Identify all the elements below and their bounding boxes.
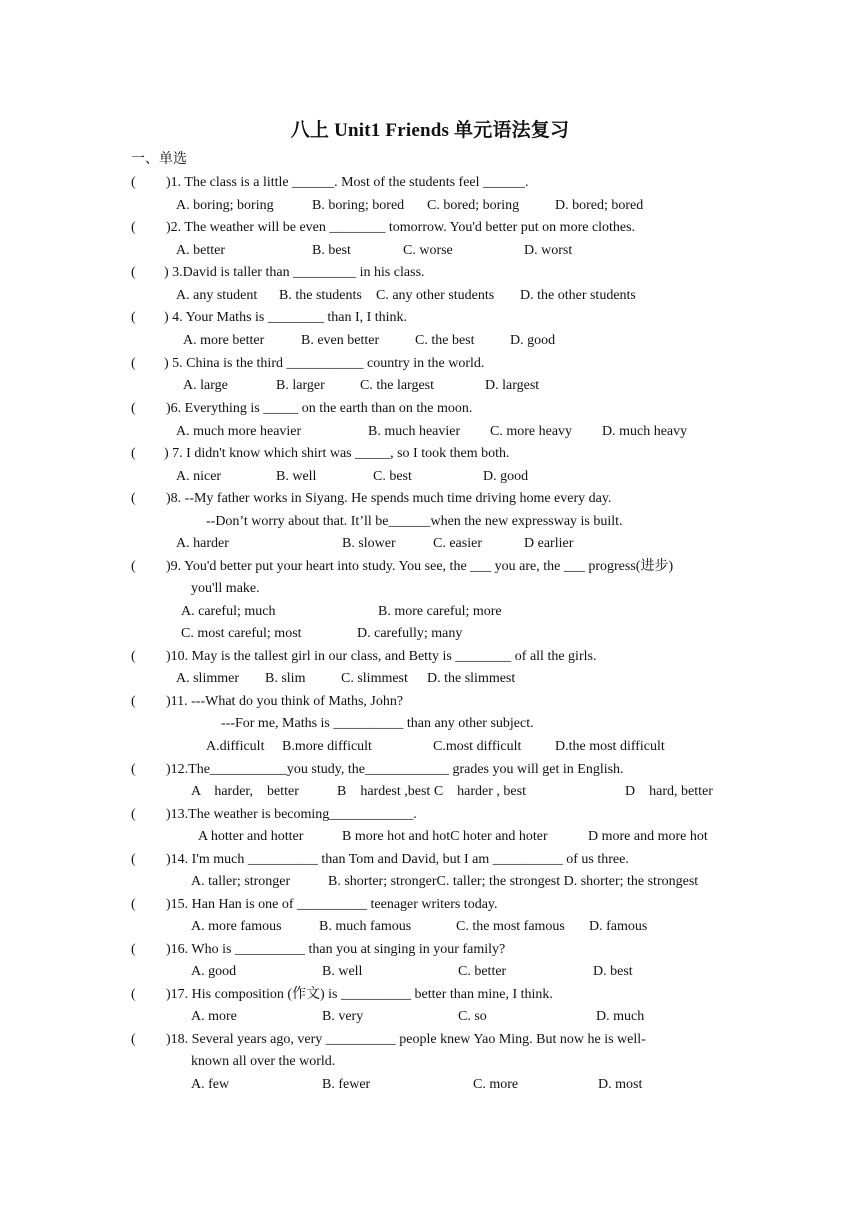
answer-paren: ( — [131, 852, 136, 867]
answer-paren: ( — [131, 649, 136, 664]
option-d: D. largest — [485, 378, 540, 393]
option-a: A. boring; boring — [176, 198, 274, 213]
option-a: A. nicer — [176, 469, 222, 484]
option-a: A. careful; much — [181, 604, 276, 619]
question-stem: )6. Everything is _____ on the earth than on the moon. — [166, 401, 473, 416]
option-d: D. much heavy — [602, 424, 688, 439]
option-d: D more and more hot — [588, 829, 708, 844]
answer-paren: ( — [131, 942, 136, 957]
answer-paren: ( — [131, 446, 136, 461]
option-b: B. the students — [279, 288, 362, 303]
option-c: C. easier — [433, 536, 482, 551]
option-b: B. much famous — [319, 919, 412, 934]
answer-paren: ( — [131, 807, 136, 822]
option-a: A harder, better — [191, 784, 299, 799]
answer-paren: ( — [131, 310, 136, 325]
option-a: A. more — [191, 1009, 237, 1024]
option-a: A. much more heavier — [176, 424, 302, 439]
option-c: C. the most famous — [456, 919, 565, 934]
option-d: D.the most difficult — [555, 739, 665, 754]
option-a: A. few — [191, 1077, 230, 1092]
option-a: A. harder — [176, 536, 229, 551]
option-a: A. good — [191, 964, 237, 979]
option-a: A. any student — [176, 288, 258, 303]
option-a: A. better — [176, 243, 225, 258]
option-b: B. larger — [276, 378, 325, 393]
answer-paren: ( — [131, 401, 136, 416]
question-stem-continued: known all over the world. — [191, 1054, 336, 1069]
option-c: C. most careful; most — [181, 626, 302, 641]
question-stem: )16. Who is __________ than you at singing in your family? — [166, 942, 506, 957]
option-d: D earlier — [524, 536, 574, 551]
option-c: C. any other students — [376, 288, 495, 303]
option-bcd: B. shorter; strongerC. taller; the strongest D. shorter; the strongest — [328, 874, 699, 889]
question-stem: )11. ---What do you think of Maths, John? — [166, 694, 404, 709]
answer-paren: ( — [131, 1032, 136, 1047]
option-a: A. large — [183, 378, 228, 393]
option-c: C. bored; boring — [427, 198, 520, 213]
question-stem-continued: --Don’t worry about that. It’ll be______when the new expressway is built. — [206, 514, 623, 529]
option-d: D. the other students — [520, 288, 636, 303]
answer-paren: ( — [131, 762, 136, 777]
option-b: B. boring; bored — [312, 198, 405, 213]
answer-paren: ( — [131, 175, 136, 190]
question-stem: )1. The class is a little ______. Most of the students feel ______. — [166, 175, 529, 190]
option-d: D. famous — [589, 919, 648, 934]
option-c: C.most difficult — [433, 739, 522, 754]
option-b: B. well — [322, 964, 363, 979]
option-d: D. bored; bored — [555, 198, 644, 213]
option-d: D. best — [593, 964, 633, 979]
section-heading: 一、单选 — [131, 152, 187, 167]
question-stem: )10. May is the tallest girl in our class, and Betty is ________ of all the girls. — [166, 649, 597, 664]
option-b: B. slower — [342, 536, 396, 551]
option-c: C. better — [458, 964, 507, 979]
answer-paren: ( — [131, 356, 136, 371]
option-d: D. the slimmest — [427, 671, 516, 686]
option-c: C. the largest — [360, 378, 435, 393]
option-b: B. slim — [265, 671, 306, 686]
answer-paren: ( — [131, 987, 136, 1002]
option-d: D. most — [598, 1077, 643, 1092]
option-d: D. good — [510, 333, 556, 348]
option-d: D. much — [596, 1009, 645, 1024]
question-stem: )14. I'm much __________ than Tom and David, but I am __________ of us three. — [166, 852, 629, 867]
option-c: C. so — [458, 1009, 487, 1024]
option-a: A. more better — [183, 333, 265, 348]
option-a: A. taller; stronger — [191, 874, 291, 889]
option-c: C. worse — [403, 243, 453, 258]
option-a: A hotter and hotter — [198, 829, 304, 844]
question-stem: )2. The weather will be even ________ tomorrow. You'd better put on more clothes. — [166, 220, 636, 235]
answer-paren: ( — [131, 694, 136, 709]
option-bc: B more hot and hotC hoter and hoter — [342, 829, 548, 844]
option-bc: B hardest ,best C harder , best — [337, 784, 526, 799]
option-b: B. best — [312, 243, 351, 258]
answer-paren: ( — [131, 897, 136, 912]
option-b: B.more difficult — [282, 739, 372, 754]
option-b: B. very — [322, 1009, 364, 1024]
question-stem-continued: you'll make. — [191, 581, 260, 596]
option-a: A.difficult — [206, 739, 265, 754]
question-stem: )13.The weather is becoming____________. — [166, 807, 417, 822]
answer-paren: ( — [131, 220, 136, 235]
option-d: D. carefully; many — [357, 626, 463, 641]
question-stem: )9. You'd better put your heart into study. You see, the ___ you are, the ___ progress(进步) — [166, 559, 674, 574]
option-d: D. good — [483, 469, 529, 484]
page-title: 八上 Unit1 Friends 单元语法复习 — [290, 120, 570, 141]
question-stem: )18. Several years ago, very __________ people knew Yao Ming. But now he is well- — [166, 1032, 646, 1047]
question-stem: ) 7. I didn't know which shirt was _____, so I took them both. — [164, 446, 510, 461]
answer-paren: ( — [131, 559, 136, 574]
question-stem: ) 5. China is the third ___________ country in the world. — [164, 356, 485, 371]
question-stem: )12.The___________you study, the____________ grades you will get in English. — [166, 762, 624, 777]
question-stem: )17. His composition (作文) is __________ better than mine, I think. — [166, 987, 553, 1002]
question-stem: )15. Han Han is one of __________ teenager writers today. — [166, 897, 498, 912]
option-a: A. slimmer — [176, 671, 239, 686]
answer-paren: ( — [131, 491, 136, 506]
option-d: D hard, better — [625, 784, 713, 799]
option-b: B. much heavier — [368, 424, 461, 439]
option-c: C. more — [473, 1077, 519, 1092]
option-b: B. fewer — [322, 1077, 371, 1092]
question-stem: ) 3.David is taller than _________ in his class. — [164, 265, 425, 280]
option-b: B. even better — [301, 333, 380, 348]
question-stem-continued: ---For me, Maths is __________ than any other subject. — [221, 716, 534, 731]
option-b: B. well — [276, 469, 317, 484]
option-c: C. best — [373, 469, 412, 484]
question-stem: )8. --My father works in Siyang. He spends much time driving home every day. — [166, 491, 612, 506]
option-c: C. the best — [415, 333, 475, 348]
option-d: D. worst — [524, 243, 573, 258]
option-a: A. more famous — [191, 919, 282, 934]
answer-paren: ( — [131, 265, 136, 280]
option-b: B. more careful; more — [378, 604, 502, 619]
question-stem: ) 4. Your Maths is ________ than I, I think. — [164, 310, 408, 325]
option-c: C. more heavy — [490, 424, 573, 439]
option-c: C. slimmest — [341, 671, 408, 686]
